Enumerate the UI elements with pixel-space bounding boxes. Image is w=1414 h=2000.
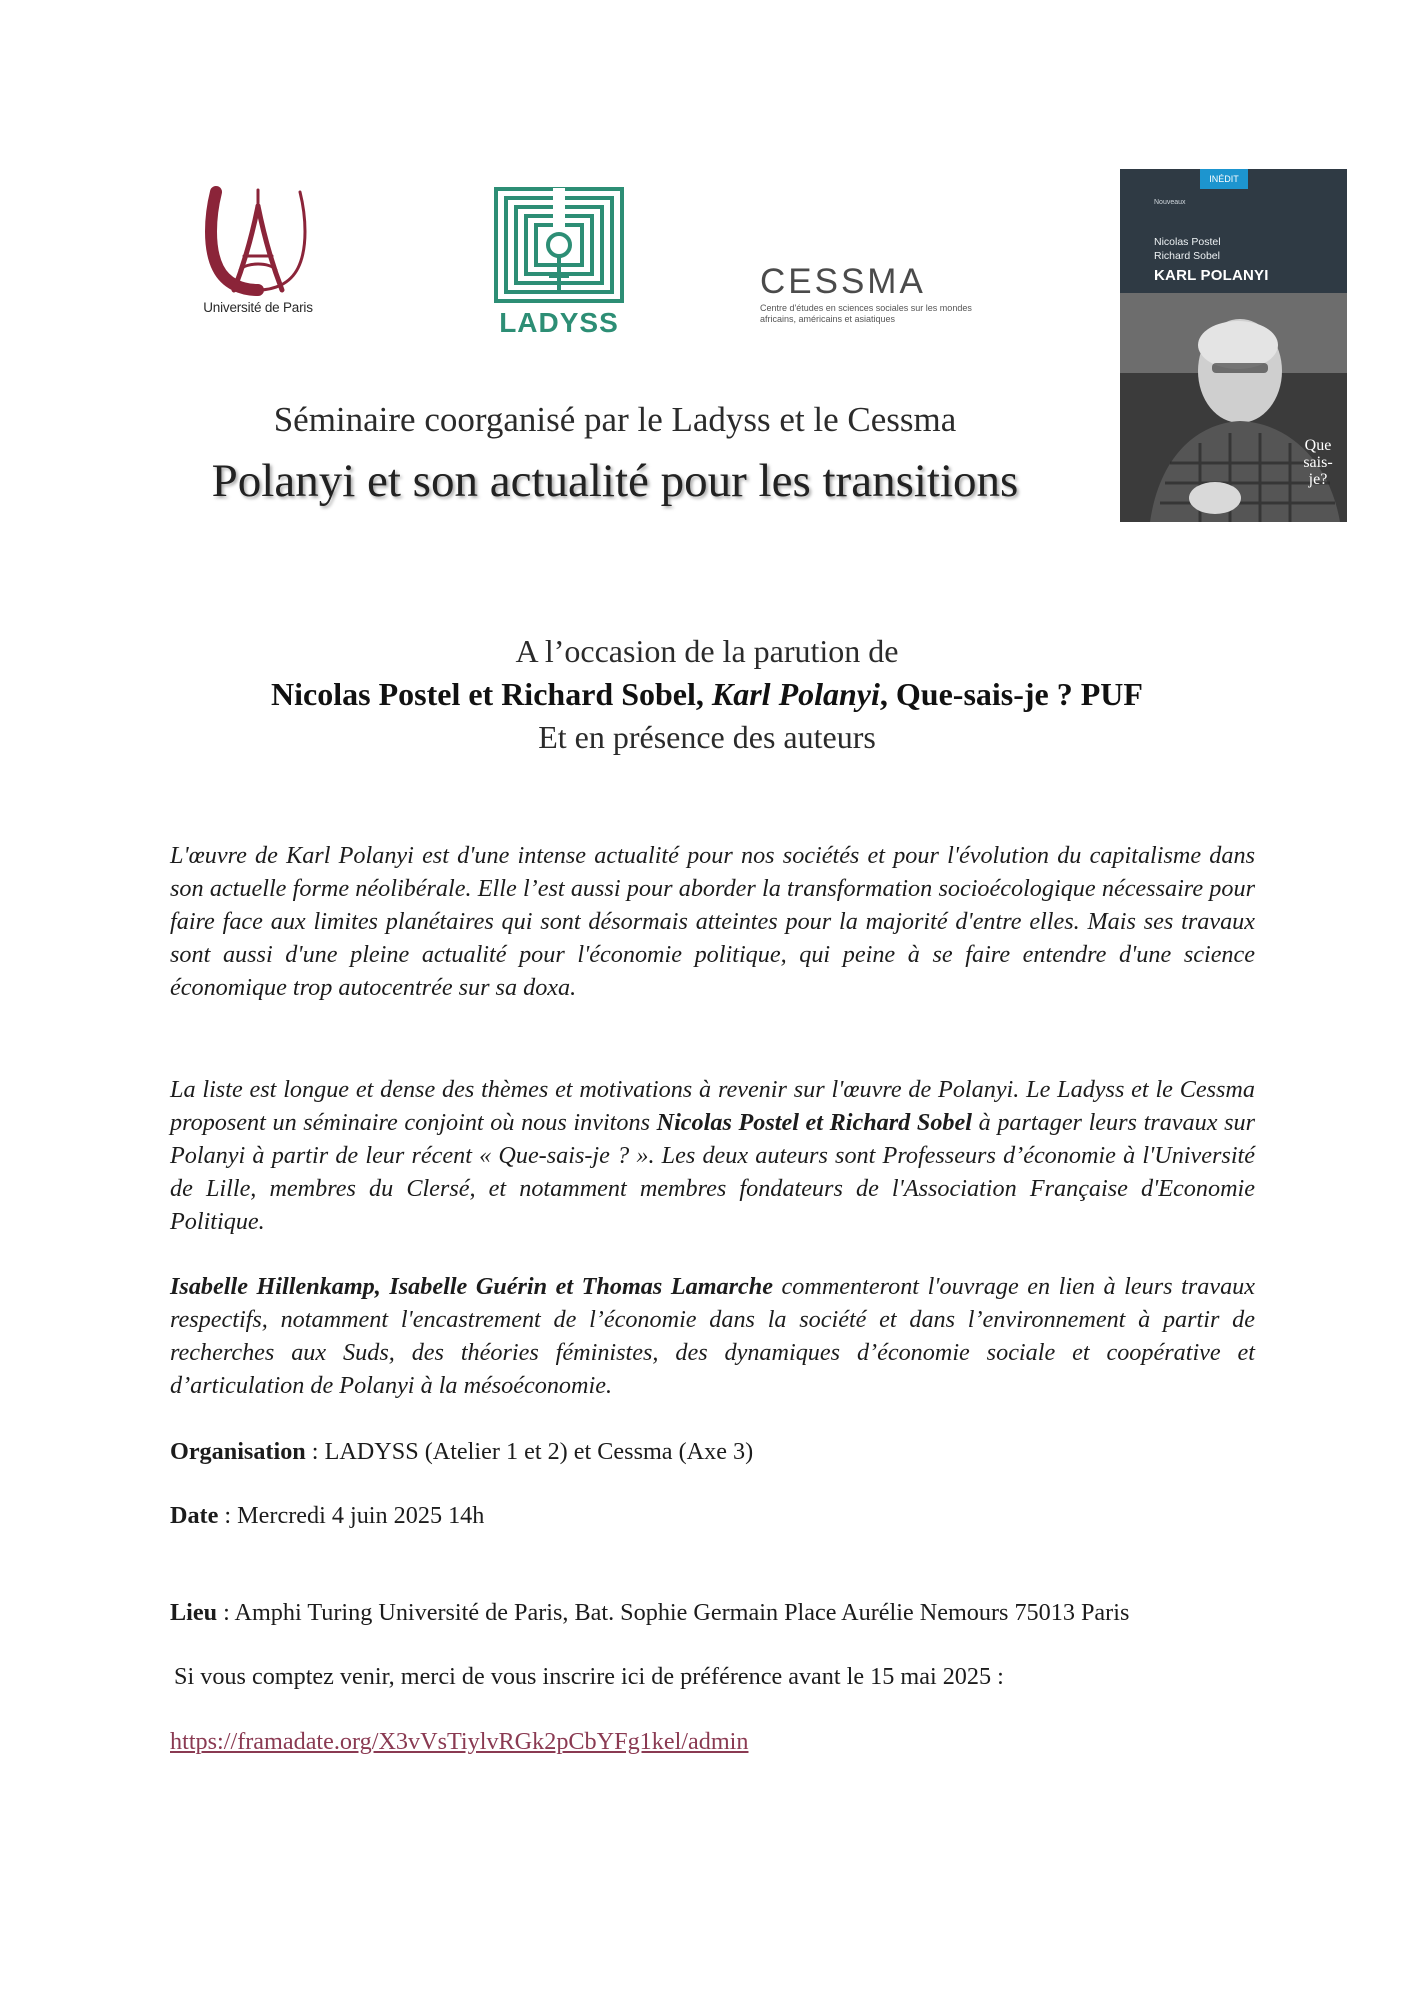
paragraph-discussants xyxy=(170,1270,1255,1402)
book-collection: Nouveaux xyxy=(1154,199,1186,206)
book-title: KARL POLANYI xyxy=(1154,267,1269,284)
location-value: : Amphi Turing Université de Paris, Bat. Sophie Germain Place Aurélie Nemours 75013 Paris xyxy=(217,1599,1130,1626)
occasion-publisher: , Que-sais-je ? PUF xyxy=(879,676,1143,712)
cessma-subtitle: Centre d'études en sciences sociales sur les mondes africains, américains et asiatiques xyxy=(760,303,972,324)
paragraph-seminar-b: à partager leurs travaux sur Polanyi à partir de leur récent « Que-sais-je ? ». Les deux auteurs sont Professeurs d’économie à l'Université de Lille, membres du Clersé, et notamment membres fondateurs de l'Association Française d'Economie Politique. xyxy=(170,1109,1255,1235)
cessma-logo xyxy=(760,262,1020,341)
date-label: Date xyxy=(170,1502,219,1529)
organisation-line xyxy=(170,1436,753,1468)
registration-link[interactable]: https://framadate.org/X3vVsTiylvRGk2pCbYFg1kel/admin xyxy=(170,1728,749,1755)
book-badge: INÉDIT xyxy=(1200,169,1248,189)
occasion-book-title: Karl Polanyi xyxy=(711,676,880,712)
book-author-2: Richard Sobel xyxy=(1154,250,1220,262)
cessma-wordmark: CESSMA xyxy=(760,262,926,301)
ladyss-logo xyxy=(493,186,625,337)
labyrinth-icon xyxy=(493,186,625,337)
paragraph-intro: L'œuvre de Karl Polanyi est d'une intense actualité pour nos sociétés et pour l'évolution du capitalisme dans son actuelle forme néolibérale. Elle l’est aussi pour aborder la transformation socioécologique nécessaire pour faire face aux limites planétaires qui sont désormais atteintes pour la majorité d'entre elles. Mais ses travaux sont aussi d'une pleine actualité pour l'économie politique, qui peine à se faire entendre d'une science économique trop autocentrée sur sa doxa. xyxy=(170,842,1255,1001)
registration-note: Si vous comptez venir, merci de vous inscrire ici de préférence avant le 15 mai 2025 : xyxy=(174,1663,1004,1690)
ladyss-text: LADYSS xyxy=(499,307,619,337)
paragraph-seminar xyxy=(170,1073,1255,1238)
book-cover xyxy=(1120,169,1347,522)
occasion-line-1: A l’occasion de la parution de xyxy=(515,633,899,669)
organisation-value: : LADYSS (Atelier 1 et 2) et Cessma (Axe 3) xyxy=(305,1438,754,1465)
eiffel-u-icon xyxy=(196,186,320,298)
book-authors xyxy=(1154,235,1221,263)
date-value: : Mercredi 4 juin 2025 14h xyxy=(218,1502,485,1529)
seminar-title: Polanyi et son actualité pour les transitions xyxy=(211,455,1019,507)
organisation-label: Organisation xyxy=(170,1438,306,1465)
universite-caption: Université de Paris xyxy=(203,300,313,315)
occasion-authors: Nicolas Postel et Richard Sobel, xyxy=(271,676,712,712)
series-line-1: Que xyxy=(1304,437,1332,454)
discussant-names: Isabelle Hillenkamp, Isabelle Guérin et Thomas Lamarche xyxy=(170,1273,773,1300)
paragraph-discussants-rest: commenteront l'ouvrage en lien à leurs travaux respectifs, notamment l'encastrement de l’économie dans la société et dans l’environnement à partir de recherches aux Suds, des théories féministes, des dynamiques d’économie sociale et coopérative et d’articulation de Polanyi à la mésoéconomie. xyxy=(170,1273,1255,1399)
universite-de-paris-logo xyxy=(196,186,320,326)
paragraph-seminar-authors: Nicolas Postel et Richard Sobel xyxy=(656,1109,972,1136)
occasion-line-3: Et en présence des auteurs xyxy=(538,719,876,755)
date-line xyxy=(170,1500,484,1532)
occasion-line-2 xyxy=(150,676,1264,713)
location-label: Lieu xyxy=(170,1599,218,1626)
book-author-1: Nicolas Postel xyxy=(1154,236,1221,248)
series-line-2: sais-je? xyxy=(1303,454,1333,488)
que-sais-je-emblem xyxy=(1295,437,1341,515)
seminar-subtitle: Séminaire coorganisé par le Ladyss et le Cessma xyxy=(273,400,957,439)
paragraph-seminar-a: La liste est longue et dense des thèmes et motivations à revenir sur l'œuvre de Polanyi. Le Ladyss et le Cessma proposent un séminaire conjoint où nous invitons xyxy=(170,1076,1255,1136)
location-line xyxy=(170,1597,1129,1629)
